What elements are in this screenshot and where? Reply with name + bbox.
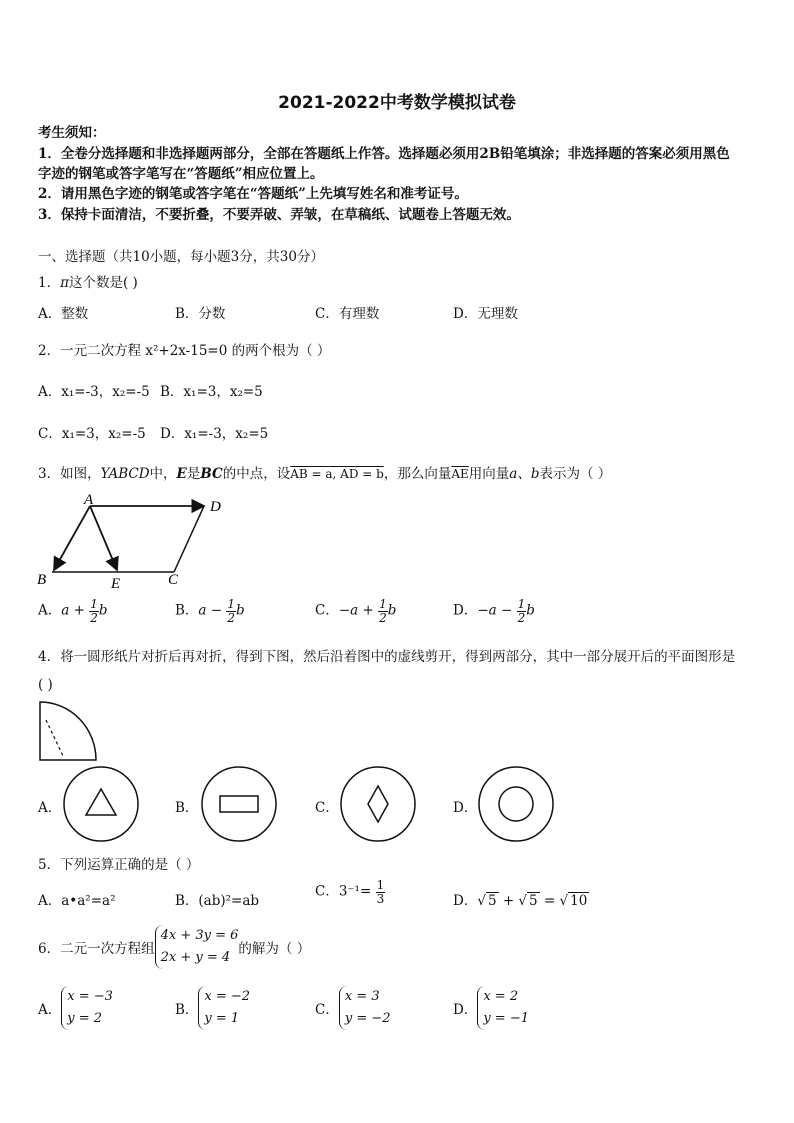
q2-stem: 2．一元二次方程 x²+2x-15=0 的两个根为（ ） [38, 343, 331, 359]
q6-option-d[interactable] [453, 986, 529, 1030]
parallelogram-figure [34, 490, 234, 590]
q3-c-den: 2 [379, 610, 387, 625]
q5-c-pre: C．3⁻¹= [315, 883, 372, 900]
notice-item-2: 2．请用黑色字迹的钢笔或答字笔在“答题纸”上先填写姓名和准考证号。 [38, 186, 468, 202]
q6-system [155, 925, 239, 969]
label-c: C [168, 572, 179, 588]
q3-stem [38, 462, 611, 482]
q6-d-x: x = 2 [483, 989, 519, 1004]
q4-option-b-label[interactable]: B． [175, 800, 199, 816]
q3-a-num: 1 [90, 597, 98, 611]
page-title: 2021-2022中考数学模拟试卷 [278, 93, 516, 113]
q3-b-den: 2 [227, 610, 236, 625]
q6-d-letter: D． [453, 1002, 478, 1019]
notice-item-1b: 字迹的钢笔或答字笔写在“答题纸”相应位置上。 [38, 166, 324, 182]
q5-option-b[interactable]: B．(ab)²=ab [175, 893, 260, 909]
q1-option-d[interactable]: D．无理数 [453, 306, 518, 322]
label-e: E [111, 576, 121, 590]
q3-b-post: b [236, 602, 245, 619]
q3-option-b[interactable] [175, 598, 245, 624]
vector-ae-arrow [90, 506, 117, 570]
q3-text-d: 的中点，设 [222, 466, 291, 482]
notice-item-1: 1．全卷分选择题和非选择题两部分，全部在答题纸上作答。选择题必须用2B铅笔填涂；非选择题的答案必须用黑色 [38, 146, 730, 162]
q3-b-num: 1 [227, 597, 236, 611]
q3-d-letter: D． [453, 602, 478, 619]
q3-c-frac [378, 598, 388, 624]
q4-option-d-label[interactable]: D． [453, 800, 478, 816]
q3-d-post: b [526, 602, 535, 619]
q5-d-plus: + [502, 893, 515, 909]
label-d: D [210, 499, 221, 515]
q3-option-a[interactable] [38, 598, 108, 624]
q3-segment-bc: BC [200, 466, 223, 482]
q3-point-e: E [176, 466, 187, 482]
q4-option-c-label[interactable]: C． [315, 800, 339, 816]
q6-d-system [477, 986, 529, 1030]
q3-b-letter: B． [175, 602, 199, 619]
q3-d-num: 1 [517, 597, 526, 611]
q6-b-system [198, 986, 250, 1030]
q6-option-c[interactable] [315, 986, 391, 1030]
q3-c-post: b [387, 602, 397, 619]
q5-c-den: 3 [376, 891, 385, 906]
q5-d-sqrt-b: 5 [529, 893, 538, 909]
q4-stem-2: ( ) [38, 677, 53, 693]
q3-d-frac [517, 598, 527, 624]
q3-c-pre: −a + [338, 602, 374, 619]
q3-a-pre: a + [61, 602, 85, 619]
q2-option-b[interactable]: B．x₁=3，x₂=5 [160, 384, 263, 400]
q3-a-post: b [98, 602, 108, 619]
q6-option-a[interactable] [38, 986, 113, 1030]
q3-text-h: 表示为（ ） [539, 466, 612, 482]
q6-text-a: 6．二元一次方程组 [38, 941, 155, 958]
q5-c-num: 1 [376, 878, 385, 892]
vector-ab-arrow [54, 506, 90, 570]
q3-vector-ae: $\overline{AE}$ [451, 467, 469, 481]
q6-eq1: 4x + 3y = 6 [160, 928, 239, 943]
q5-option-c[interactable] [315, 879, 385, 905]
folded-paper-figure [38, 700, 98, 762]
q3-text-c: 是 [186, 466, 201, 482]
q6-b-letter: B． [175, 1002, 199, 1019]
q3-a-letter: A． [38, 602, 62, 619]
q1-num: 1． [38, 275, 61, 291]
q3-a-frac [89, 598, 99, 624]
segment-dc [174, 506, 204, 572]
q3-text-g: 用向量 [468, 466, 510, 482]
q3-d-pre: −a − [477, 602, 513, 619]
q4-option-a-label[interactable]: A． [38, 800, 62, 816]
section-heading: 一、选择题（共10小题，每小题3分，共30分） [38, 249, 324, 265]
q3-text-f: ，那么向量 [383, 466, 452, 482]
q2-option-a[interactable]: A．x₁=-3，x₂=-5 [38, 384, 150, 400]
q6-a-system [61, 986, 113, 1030]
q6-c-letter: C． [315, 1002, 339, 1019]
q1-option-b[interactable]: B．分数 [175, 306, 226, 322]
q6-text-b: 的解为（ ） [238, 941, 311, 958]
q3-b-frac [226, 598, 236, 624]
notice-heading: 考生须知： [38, 125, 106, 141]
q6-c-y: y = −2 [344, 1011, 391, 1027]
q3-vectors-ab: a、b [509, 466, 540, 482]
label-b: B [37, 572, 47, 588]
q3-b-pre: a − [198, 602, 223, 619]
q6-c-x: x = 3 [344, 989, 380, 1004]
q6-d-y: y = −1 [483, 1011, 529, 1027]
q5-option-d[interactable]: D．√ 5 + √ 5 = √ 10 [453, 893, 588, 909]
q6-a-letter: A． [38, 1002, 62, 1019]
q5-d-pre: D． [453, 893, 478, 909]
q6-c-system [339, 986, 391, 1030]
q3-c-letter: C． [315, 602, 339, 619]
pi-symbol: π [60, 275, 69, 291]
q3-text-b: 中， [149, 466, 177, 482]
q3-d-den: 2 [517, 610, 526, 625]
q6-option-b[interactable] [175, 986, 250, 1030]
q3-vector-def: AB = a, AD = b [290, 467, 384, 481]
q6-a-x: x = −3 [67, 989, 113, 1004]
label-a: A [84, 492, 94, 508]
q1-option-c[interactable]: C．有理数 [315, 306, 380, 322]
q6-eq2: 2x + y = 4 [160, 950, 231, 966]
notice-item-3: 3．保持卡面清洁，不要折叠，不要弄破、弄皱，在草稿纸、试题卷上答题无效。 [38, 207, 520, 223]
q4-option-d-figure[interactable] [477, 765, 555, 843]
q4-option-b-figure[interactable] [200, 765, 278, 843]
q5-d-sqrt-a: 5 [487, 893, 497, 909]
q5-d-sqrt-c: 10 [570, 893, 588, 909]
q6-b-y: y = 1 [204, 1011, 240, 1027]
q1-text: 这个数是( ) [68, 275, 138, 291]
q1-stem [38, 271, 138, 291]
q6-b-x: x = −2 [204, 989, 251, 1004]
q6-stem [38, 925, 310, 969]
q2-option-d[interactable]: D．x₁=-3，x₂=5 [160, 426, 269, 442]
q6-a-y: y = 2 [67, 1011, 103, 1027]
q4-stem: 4．将一圆形纸片对折后再对折，得到下图，然后沿着图中的虚线剪开，得到两部分，其中一部分展开后的平面图形是 [38, 649, 736, 665]
parallelogram-symbol: YABCD [100, 466, 150, 482]
q4-option-a-figure[interactable] [62, 765, 140, 843]
q3-option-c[interactable] [315, 598, 396, 624]
q5-c-frac [376, 879, 386, 905]
q3-c-num: 1 [379, 597, 387, 611]
q1-option-a[interactable]: A．整数 [38, 306, 89, 322]
q5-option-a[interactable]: A．a•a²=a² [38, 893, 116, 909]
q3-option-d[interactable] [453, 598, 535, 624]
q3-a-den: 2 [90, 610, 98, 625]
q3-text-a: 3．如图， [38, 466, 101, 482]
q4-option-c-figure[interactable] [339, 765, 417, 843]
cut-line [46, 720, 64, 758]
q5-stem: 5．下列运算正确的是（ ） [38, 857, 200, 873]
q5-d-eq: = [543, 893, 556, 909]
q2-option-c[interactable]: C．x₁=3，x₂=-5 [38, 426, 146, 442]
